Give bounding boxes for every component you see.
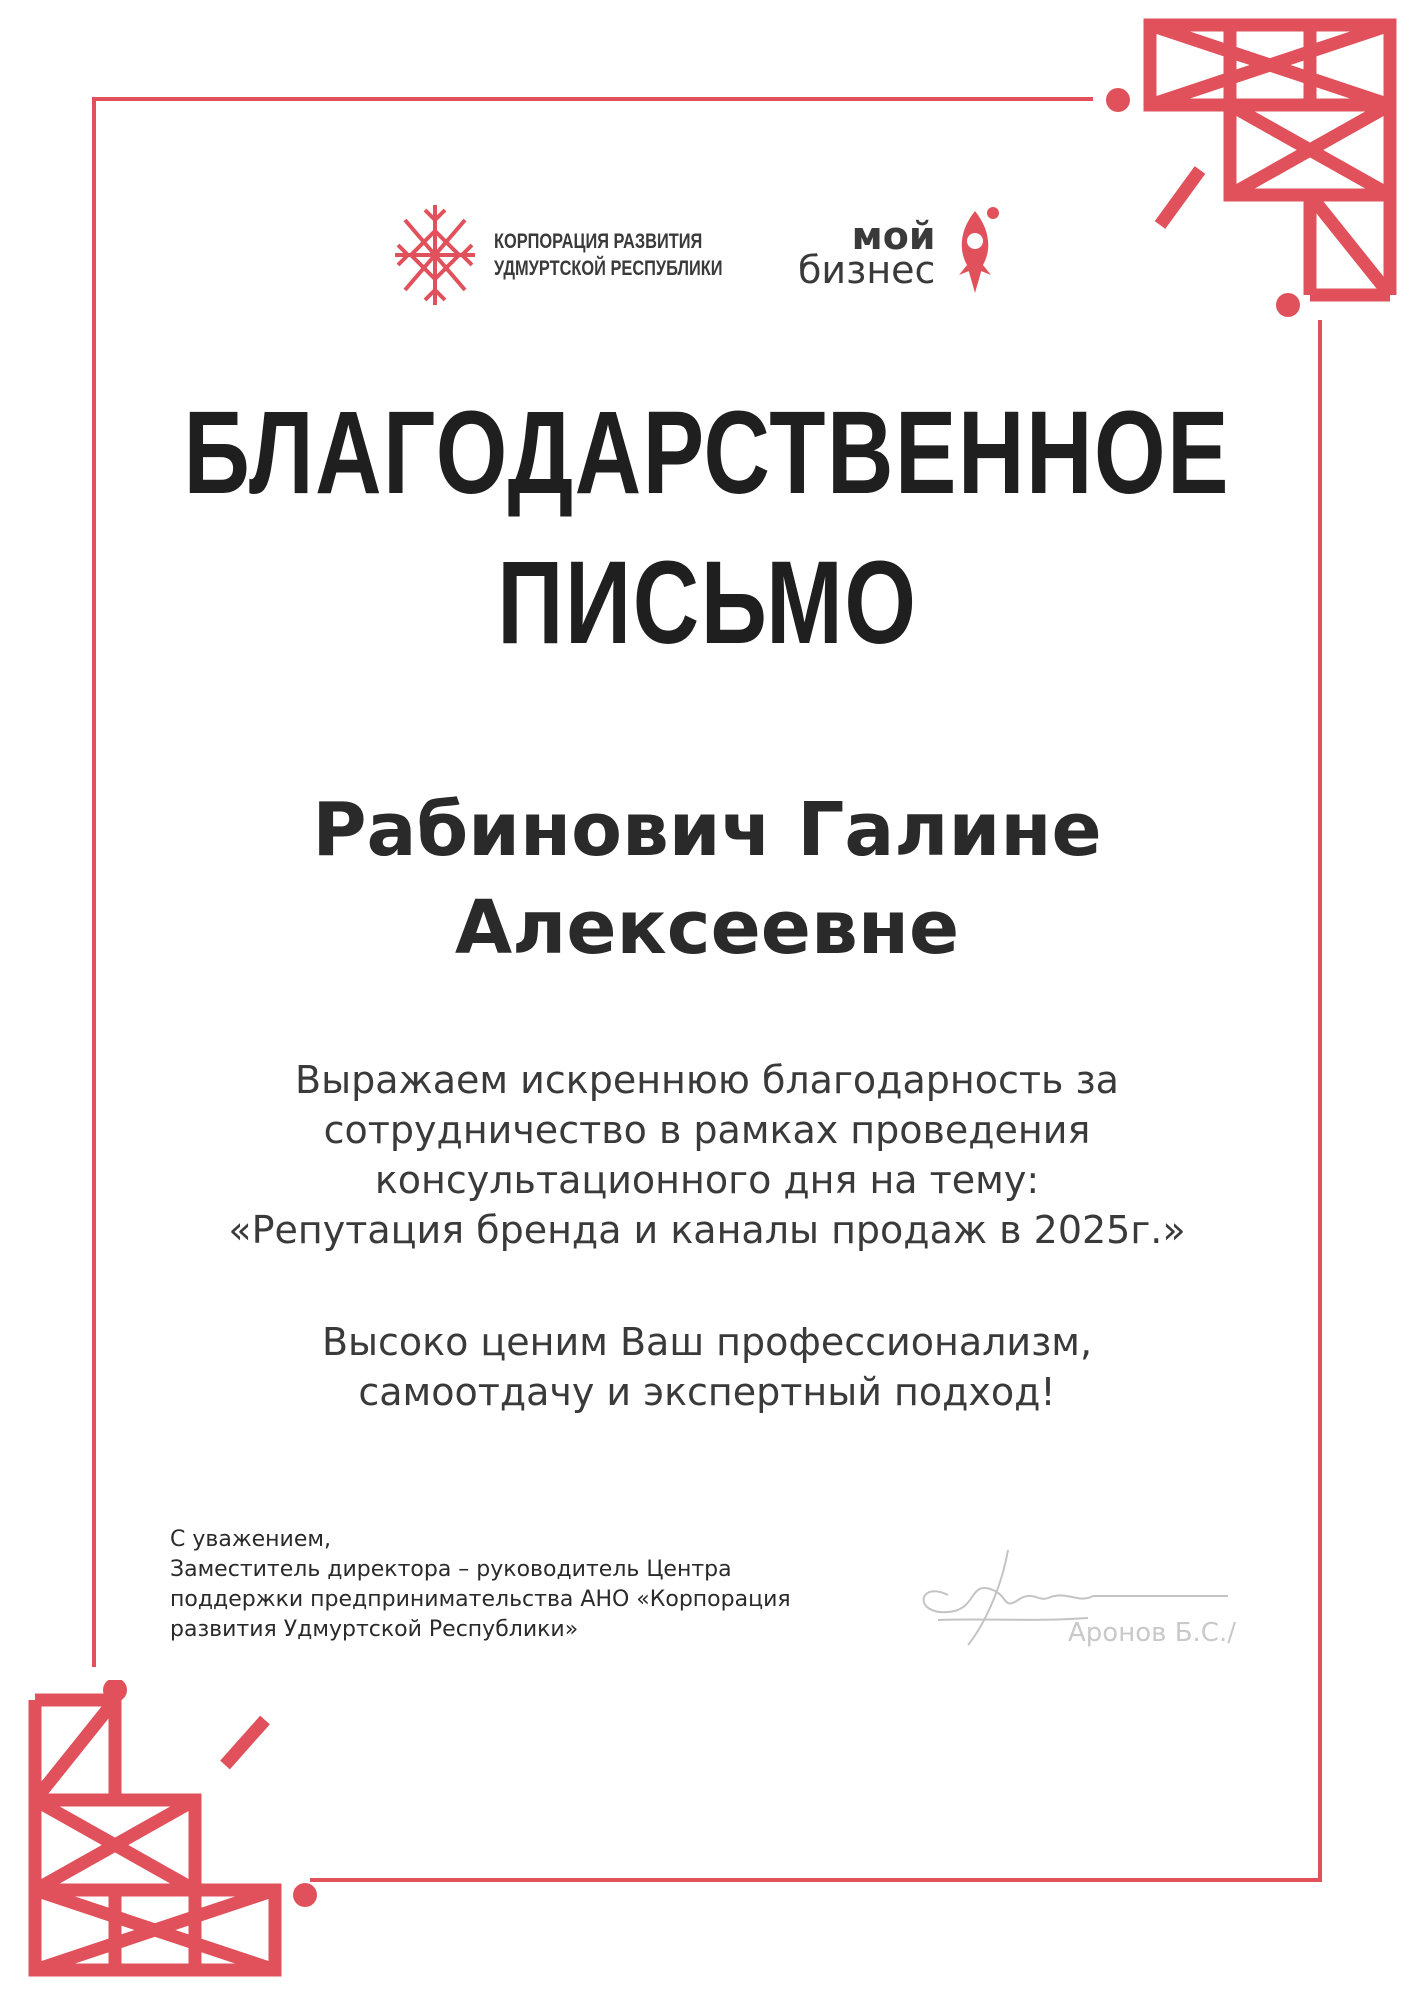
my-business-logo: [798, 203, 1005, 303]
recipient-name-line2: Алексеевне: [454, 885, 960, 971]
signer-name: Аронов Б.С./: [1068, 1618, 1236, 1648]
signoff-greeting: С уважением,: [170, 1527, 331, 1552]
message-line1: Выражаем искреннюю благодарность за: [295, 1058, 1119, 1102]
corner-ornament-top-right: [1100, 15, 1410, 325]
message-line4: «Репутация бренда и каналы продаж в 2025г.»: [228, 1208, 1186, 1252]
my-business-line2: бизнес: [798, 248, 936, 292]
logos-row: [390, 195, 1050, 315]
recipient-name-line1: Рабинович Галине: [312, 787, 1102, 873]
map-pin-rocket-icon: [945, 203, 1005, 303]
corner-ornament-bottom-left: [15, 1680, 325, 1990]
frame-bottom-line: [310, 1878, 1322, 1882]
corporation-emblem-icon: [390, 200, 480, 310]
corporation-name-line1: КОРПОРАЦИЯ РАЗВИТИЯ: [494, 230, 703, 253]
message-line3: консультационного дня на тему:: [374, 1158, 1040, 1202]
document-title-line1: БЛАГОДАРСТВЕННОЕ: [183, 387, 1231, 519]
corporation-logo: [390, 200, 787, 310]
signoff-position-line3: развития Удмуртской Республики»: [170, 1617, 579, 1642]
corporation-logo-text: [494, 228, 723, 282]
appreciation-line2: самоотдачу и экспертный подход!: [358, 1370, 1056, 1414]
signoff-position-line2: поддержки предпринимательства АНО «Корпорация: [170, 1587, 791, 1612]
document-title-line2: ПИСЬМО: [496, 537, 918, 669]
signoff-block: [170, 1525, 791, 1645]
signoff-position-line1: Заместитель директора – руководитель Центра: [170, 1557, 732, 1582]
my-business-line1: мой: [851, 214, 936, 258]
my-business-logo-text: [798, 214, 936, 292]
appreciation-line1: Высоко ценим Ваш профессионализм,: [321, 1320, 1093, 1364]
frame-top-line: [93, 97, 1093, 101]
corporation-name-line2: УДМУРТСКОЙ РЕСПУБЛИКИ: [494, 257, 723, 280]
message-line2: сотрудничество в рамках проведения: [323, 1108, 1091, 1152]
